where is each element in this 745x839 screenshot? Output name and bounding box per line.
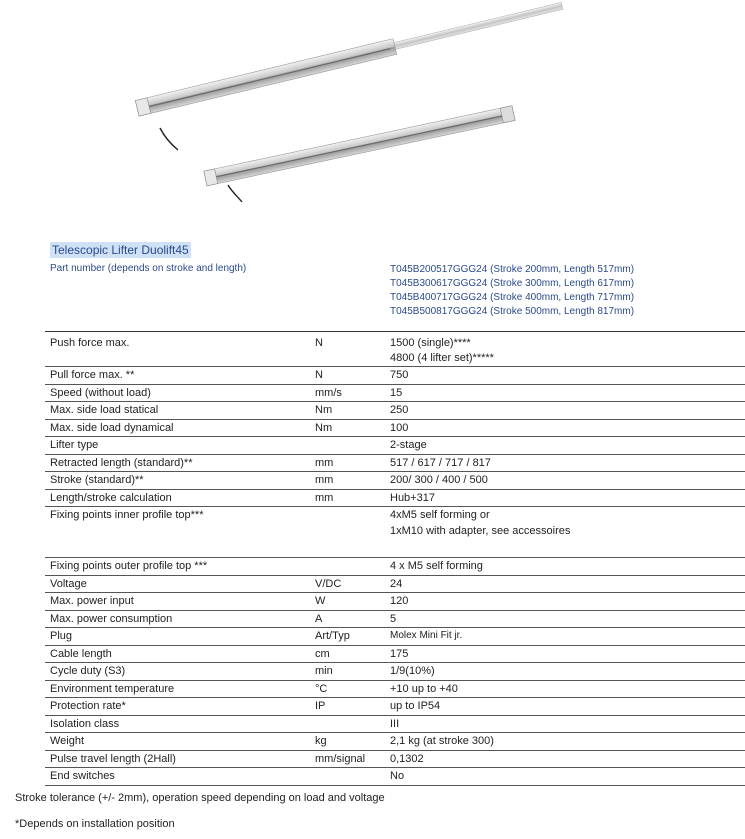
spec-unit: Nm [315, 421, 333, 434]
spec-label: Plug [50, 630, 73, 642]
spec-row [45, 593, 745, 611]
spec-row [45, 490, 745, 508]
part-number-caption: Part number (depends on stroke and length) [50, 263, 247, 274]
spec-label: End switches [50, 770, 115, 782]
product-photo [0, 0, 745, 240]
spec-value: +10 up to +40 [390, 682, 458, 695]
spec-value: 5 [390, 612, 397, 625]
spec-row [45, 385, 745, 403]
spec-unit: min [315, 665, 333, 677]
spec-label: Pull force max. ** [50, 369, 135, 381]
spec-value: 1/9(10%) [390, 665, 435, 677]
spec-value: 4 x M5 self forming [390, 560, 483, 572]
spec-value: 15 [390, 386, 403, 399]
spec-label: Max. side load statical [50, 404, 159, 416]
spec-row [45, 402, 745, 420]
product-title: Telescopic Lifter Duolift45 [52, 243, 189, 257]
spec-row [45, 455, 745, 473]
spec-row [45, 472, 745, 490]
footer-note: Stroke tolerance (+/- 2mm), operation speed depending on load and voltage [15, 792, 385, 804]
spec-unit: mm [315, 456, 334, 469]
spec-label: Cable length [50, 647, 112, 660]
part-number: T045B500817GGG24 (Stroke 500mm, Length 817mm) [390, 306, 635, 317]
spec-label: Cycle duty (S3) [50, 665, 126, 677]
spec-label: Protection rate* [50, 700, 126, 712]
spec-label: Stroke (standard)** [50, 474, 144, 486]
spec-unit: A [315, 612, 323, 625]
spec-row [45, 681, 745, 699]
spec-unit: IP [315, 700, 326, 712]
spec-value: 1xM10 with adapter, see accessoires [390, 525, 571, 537]
spec-label: Max. power consumption [50, 612, 173, 625]
spec-value: 200/ 300 / 400 / 500 [390, 474, 488, 486]
spec-value: 0,1302 [390, 752, 424, 765]
spec-label: Fixing points outer profile top *** [50, 560, 208, 572]
spec-value: 175 [390, 647, 409, 660]
spec-row [45, 646, 745, 664]
spec-unit: kg [315, 735, 327, 747]
spec-value: 1500 (single)**** [390, 337, 471, 349]
spec-label: Length/stroke calculation [50, 491, 172, 504]
spec-value: 24 [390, 577, 403, 590]
spec-value: 4800 (4 lifter set)***** [390, 352, 494, 364]
spec-value: 2,1 kg (at stroke 300) [390, 735, 494, 747]
spec-unit: N [315, 337, 323, 349]
part-number: T045B400717GGG24 (Stroke 400mm, Length 717mm) [390, 292, 635, 303]
spec-label: Max. side load dynamical [50, 421, 174, 434]
spec-unit: mm/s [315, 386, 342, 399]
spec-value: Molex Mini Fit jr. [390, 630, 463, 641]
spec-row [45, 507, 745, 558]
spec-unit: mm/signal [315, 752, 366, 765]
spec-row [45, 751, 745, 769]
spec-row [45, 628, 745, 646]
spec-value: 750 [390, 369, 409, 381]
spec-row [45, 663, 745, 681]
spec-unit: mm [315, 491, 334, 504]
spec-unit: V/DC [315, 577, 342, 590]
lifter-lower [204, 106, 515, 186]
spec-label: Retracted length (standard)** [50, 456, 193, 469]
footer-note: *Depends on installation position [15, 818, 175, 830]
spec-label: Speed (without load) [50, 386, 151, 399]
part-number: T045B300617GGG24 (Stroke 300mm, Length 617mm) [390, 278, 635, 289]
spec-label: Voltage [50, 577, 87, 590]
spec-value: 100 [390, 421, 409, 434]
spec-unit: Nm [315, 404, 333, 416]
spec-value: up to IP54 [390, 700, 441, 712]
spec-row [45, 420, 745, 438]
spec-value: 2-stage [390, 439, 427, 451]
spec-unit: N [315, 369, 323, 381]
spec-value: 120 [390, 595, 409, 607]
spec-unit: W [315, 595, 326, 607]
spec-label: Environment temperature [50, 682, 175, 695]
spec-row [45, 768, 745, 786]
spec-row [45, 332, 745, 367]
spec-label: Lifter type [50, 439, 99, 451]
spec-row [45, 716, 745, 734]
spec-row [45, 611, 745, 629]
spec-label: Isolation class [50, 717, 120, 730]
spec-label: Weight [50, 735, 85, 747]
spec-unit: Art/Typ [315, 630, 350, 642]
spec-row [45, 698, 745, 716]
part-number: T045B200517GGG24 (Stroke 200mm, Length 517mm) [390, 264, 635, 275]
spec-label: Fixing points inner profile top*** [50, 509, 204, 521]
spec-row [45, 558, 745, 576]
spec-row [45, 733, 745, 751]
spec-unit: cm [315, 647, 330, 660]
spec-value: 4xM5 self forming or [390, 509, 490, 521]
spec-value: 517 / 617 / 717 / 817 [390, 456, 491, 469]
spec-unit: mm [315, 474, 334, 486]
spec-label: Pulse travel length (2Hall) [50, 752, 176, 765]
spec-label: Max. power input [50, 595, 134, 607]
spec-value: III [390, 717, 400, 730]
spec-label: Push force max. [50, 337, 130, 349]
spec-value: 250 [390, 404, 409, 416]
part-number-list [390, 263, 634, 319]
lifter-upper [135, 0, 564, 116]
spec-value: No [390, 770, 405, 782]
spec-row [45, 576, 745, 594]
spec-row [45, 437, 745, 455]
spec-value: Hub+317 [390, 491, 435, 504]
spec-row [45, 367, 745, 385]
spec-table [45, 331, 745, 786]
spec-unit: °C [315, 682, 328, 695]
